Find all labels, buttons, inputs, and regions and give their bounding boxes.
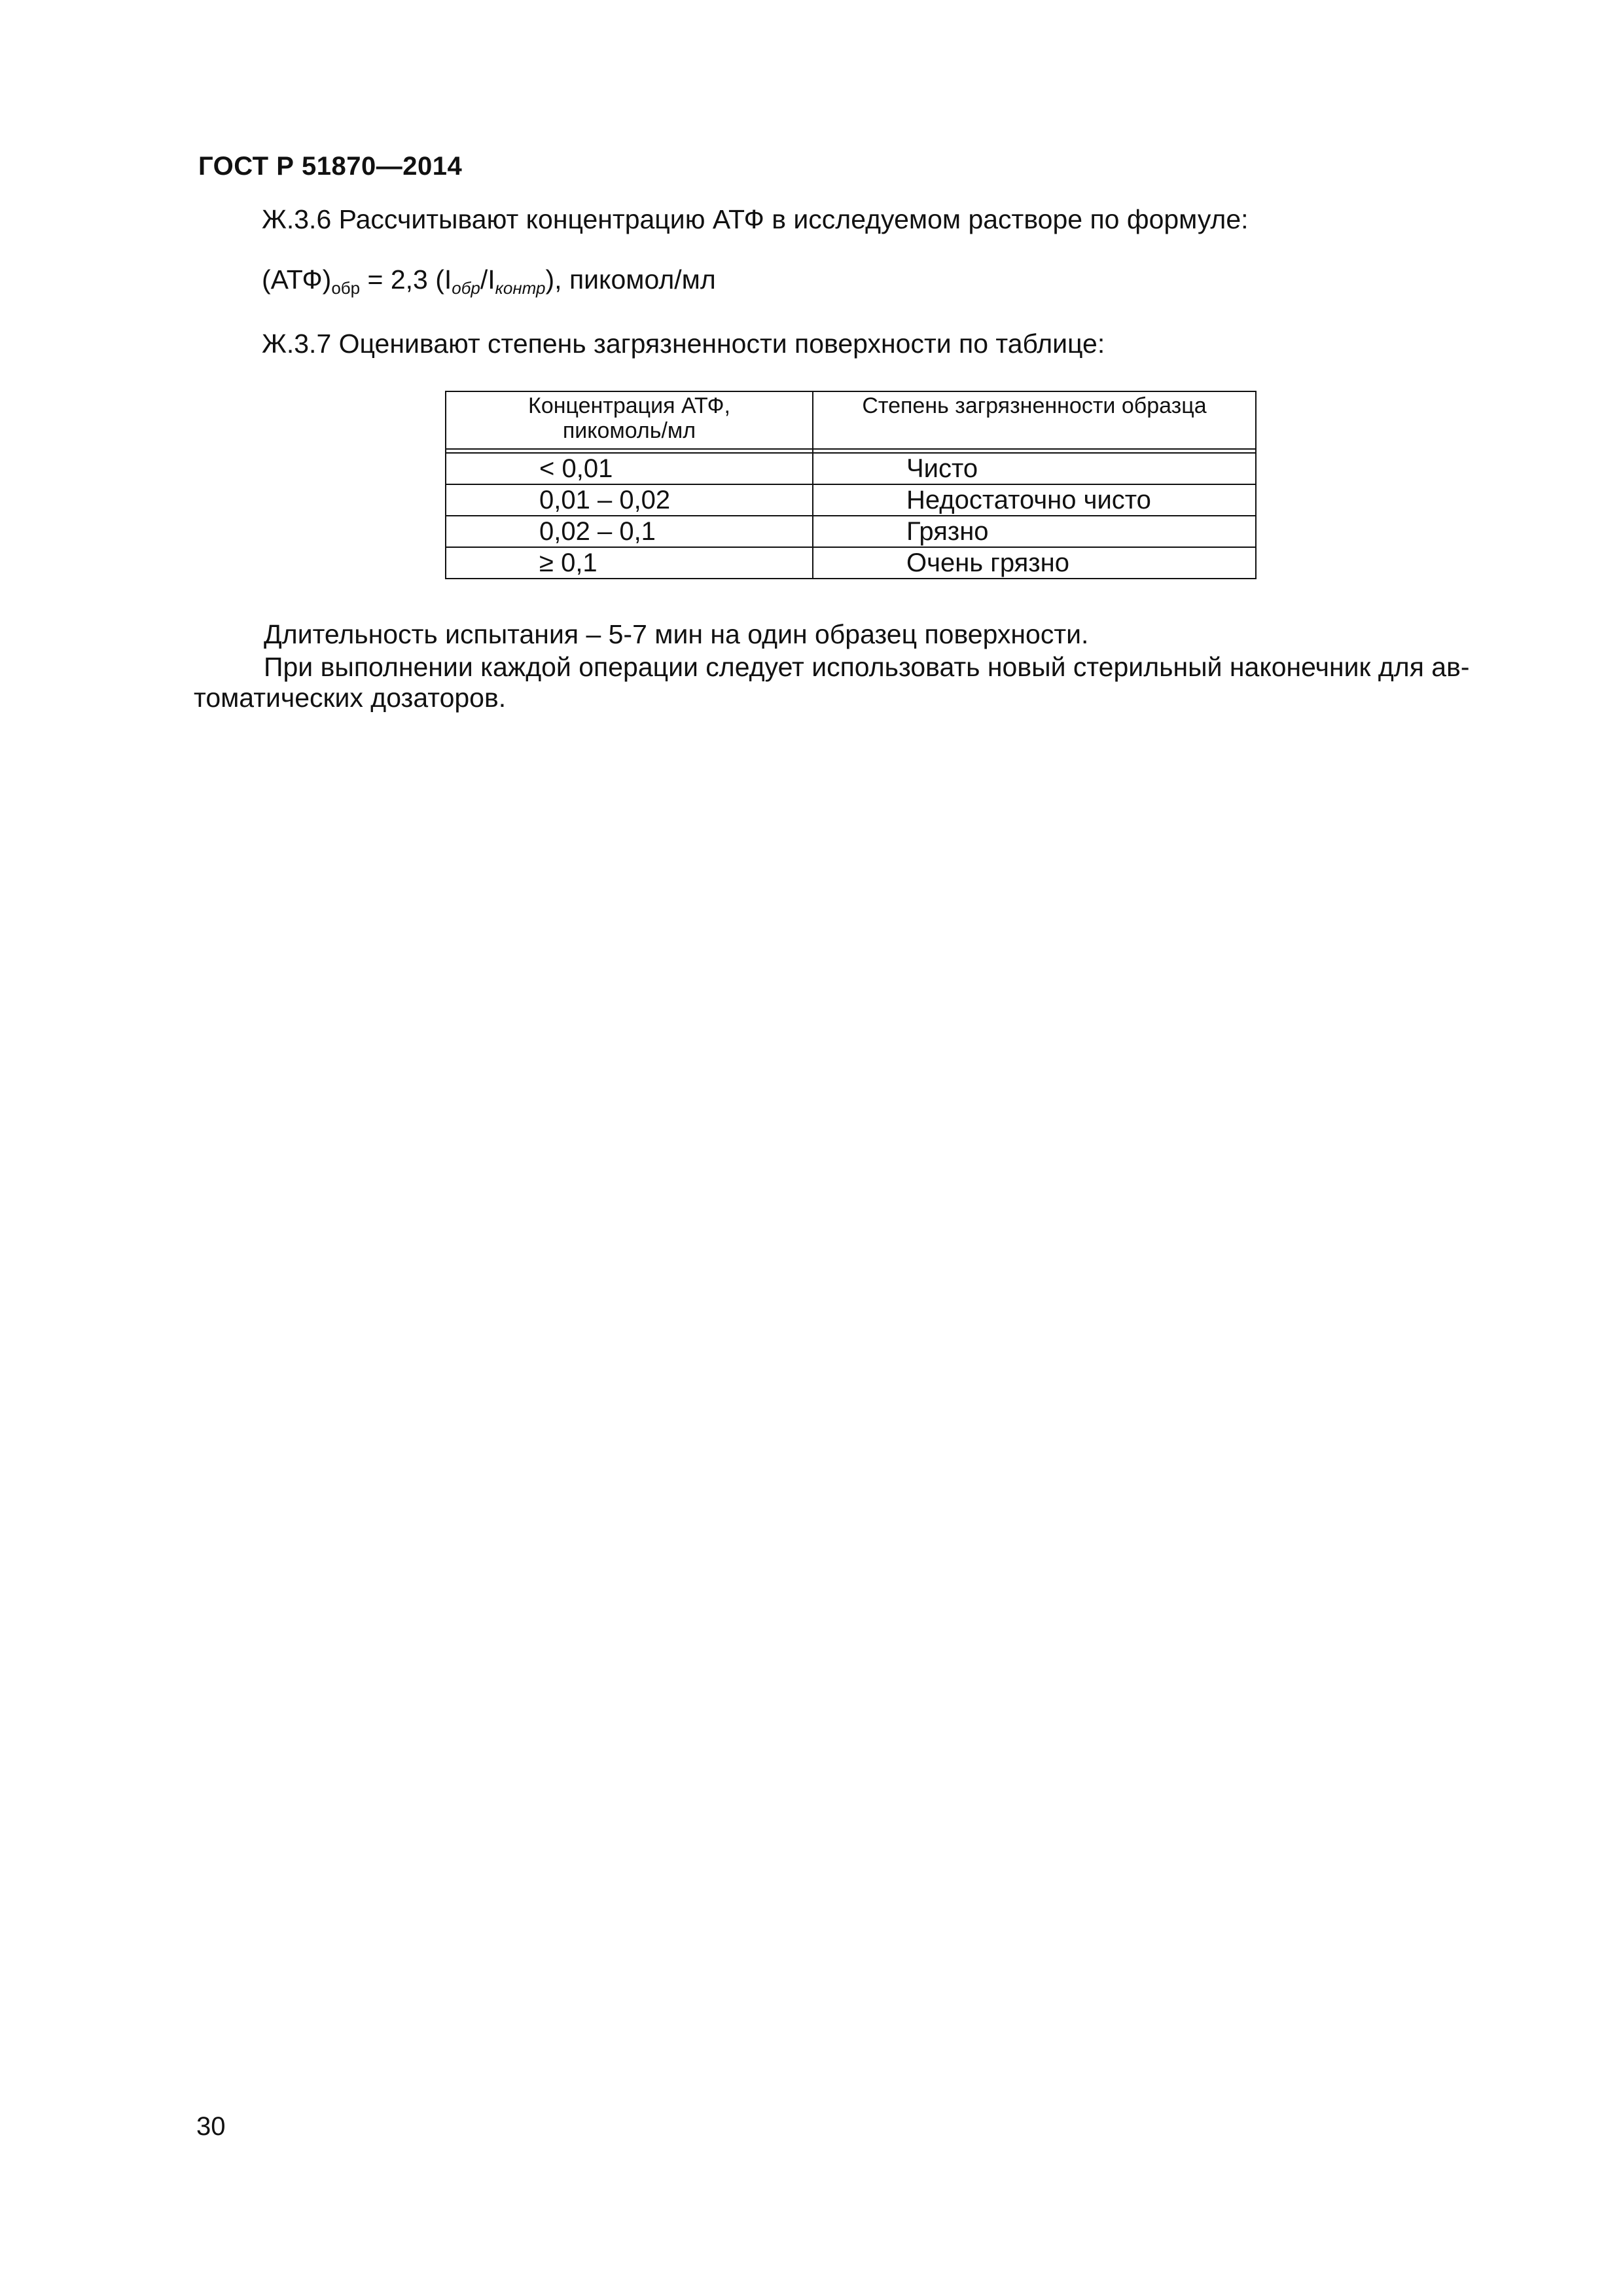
page-number: 30 <box>196 2112 226 2141</box>
formula-numerator-subscript: обр <box>452 278 480 298</box>
formula-lhs: (АТФ) <box>262 264 332 295</box>
header-concentration-line2: пикомоль/мл <box>562 418 696 443</box>
section-3-7-text: Ж.3.7 Оценивают степень загрязненности поверхности по таблице: <box>262 329 1105 359</box>
concentration-cell: ≥ 0,1 <box>446 547 813 579</box>
table-header-row <box>446 391 1256 449</box>
contamination-table <box>445 391 1257 579</box>
formula-denominator-subscript: контр <box>495 278 546 298</box>
table-row <box>446 547 1256 579</box>
header-degree: Степень загрязненности образца <box>813 391 1256 449</box>
duration-note: Длительность испытания – 5-7 мин на один образец поверхности. <box>264 619 1089 649</box>
concentration-cell: 0,01 – 0,02 <box>446 484 813 516</box>
formula-lhs-subscript: обр <box>331 278 361 298</box>
tip-note-line1: При выполнении каждой операции следует использовать новый стерильный наконечник для ав- <box>264 652 1470 682</box>
formula-tail: ), пикомол/мл <box>545 264 716 295</box>
table-row <box>446 484 1256 516</box>
degree-cell: Чисто <box>813 453 1256 484</box>
formula-slash: /I <box>480 264 495 295</box>
section-3-6-text: Ж.3.6 Рассчитывают концентрацию АТФ в исследуемом растворе по формуле: <box>262 204 1249 234</box>
degree-cell: Очень грязно <box>813 547 1256 579</box>
document-header: ГОСТ Р 51870—2014 <box>198 152 463 181</box>
concentration-cell: 0,02 – 0,1 <box>446 516 813 547</box>
header-concentration-line1: Концентрация АТФ, <box>528 393 730 418</box>
degree-cell: Грязно <box>813 516 1256 547</box>
header-concentration <box>446 391 813 449</box>
table-row <box>446 516 1256 547</box>
formula-equals: = 2,3 (I <box>360 264 452 295</box>
degree-cell: Недостаточно чисто <box>813 484 1256 516</box>
concentration-cell: < 0,01 <box>446 453 813 484</box>
table-row <box>446 453 1256 484</box>
tip-note-line2: томатических дозаторов. <box>194 683 507 713</box>
atp-formula <box>262 264 716 298</box>
